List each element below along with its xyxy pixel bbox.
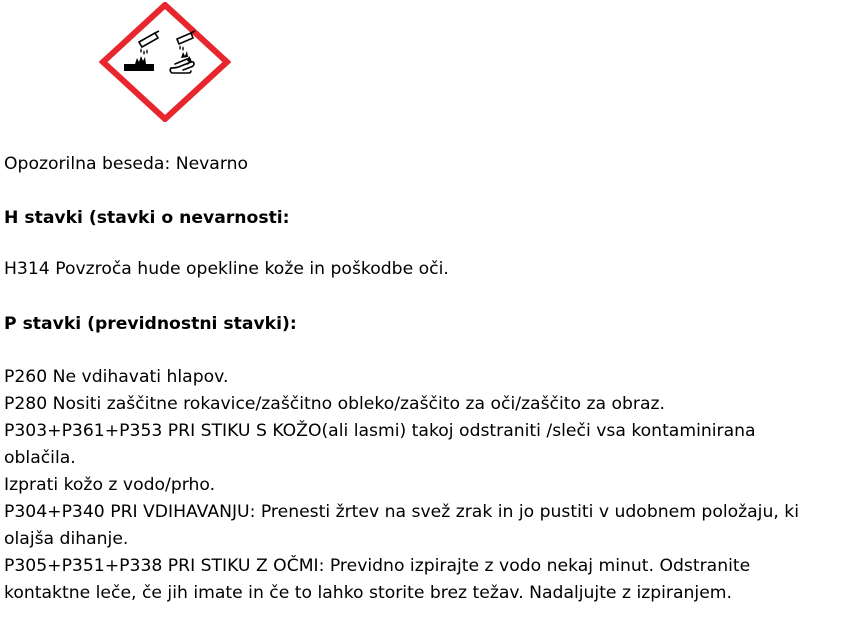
corrosion-icon [99, 2, 231, 122]
p-statement-line: P305+P351+P338 PRI STIKU Z OČMI: Previdno izpirajte z vodo nekaj minut. Odstranite [4, 556, 751, 576]
ghs-corrosion-pictogram [99, 2, 231, 122]
h-statements-heading: H stavki (stavki o nevarnosti: [4, 208, 290, 228]
p-statement-line: P304+P340 PRI VDIHAVANJU: Prenesti žrtev na svež zrak in jo pustiti v udobnem položaju, ki [4, 502, 800, 522]
p-statement-line: P280 Nositi zaščitne rokavice/zaščitno obleko/zaščito za oči/zaščito za obraz. [4, 394, 666, 414]
h-statement: H314 Povzroča hude opekline kože in poškodbe oči. [4, 259, 449, 279]
p-statement-line: olajša dihanje. [4, 529, 129, 549]
p-statements-heading: P stavki (previdnostni stavki): [4, 314, 297, 334]
p-statement-line: P303+P361+P353 PRI STIKU S KOŽO(ali lasmi) takoj odstraniti /sleči vsa kontaminirana [4, 421, 756, 441]
p-statement-line: P260 Ne vdihavati hlapov. [4, 367, 229, 387]
p-statement-line: Izprati kožo z vodo/prho. [4, 475, 216, 495]
p-statement-line: kontaktne leče, če jih imate in če to lahko storite brez težav. Nadaljujte z izpiranjem. [4, 583, 732, 603]
p-statement-line: oblačila. [4, 448, 76, 468]
signal-word: Opozorilna beseda: Nevarno [4, 154, 249, 174]
